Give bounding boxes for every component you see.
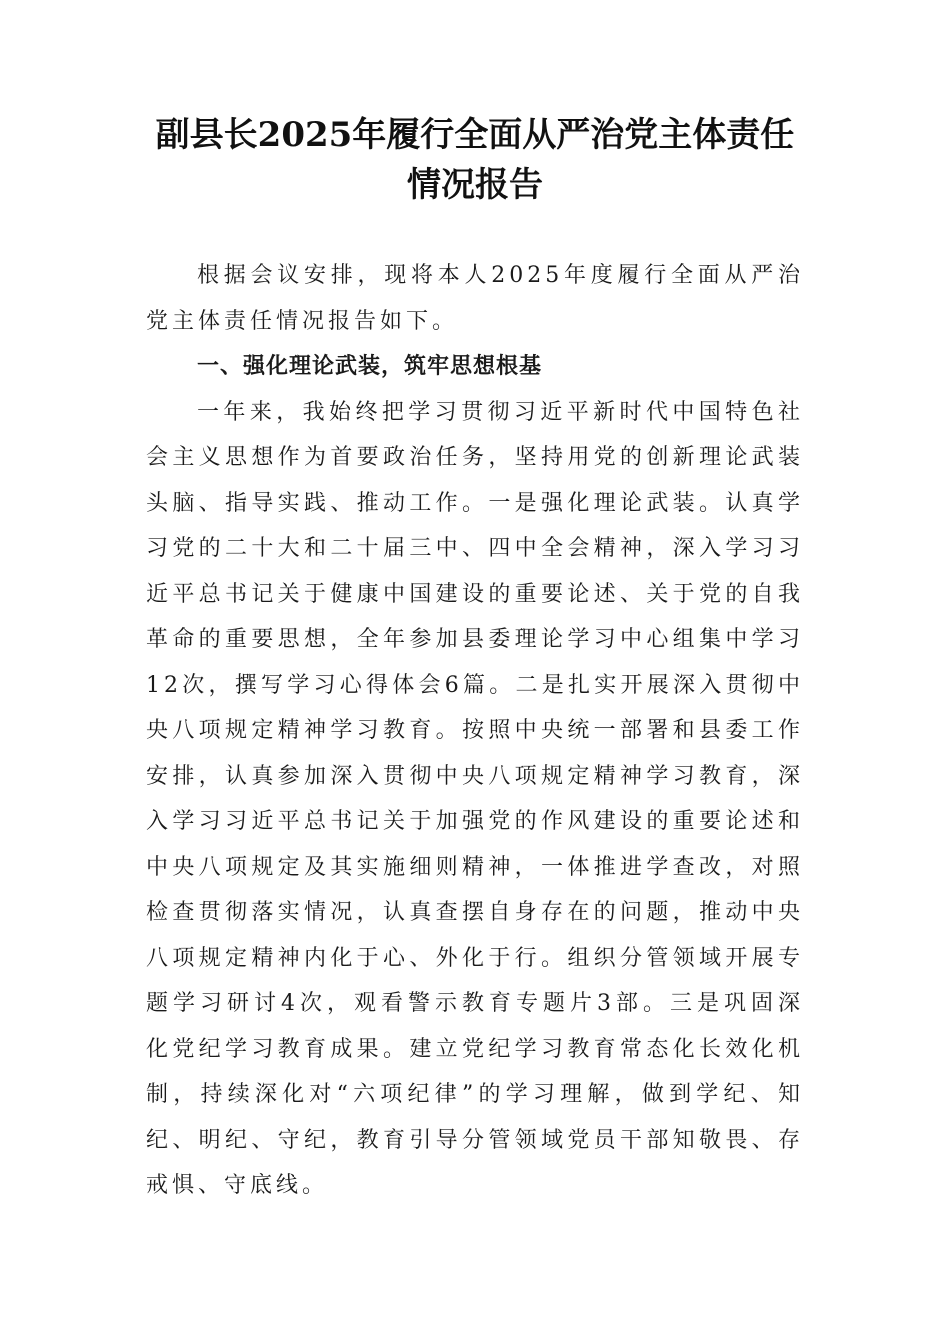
section-1-heading: 一、强化理论武装，筑牢思想根基 — [197, 354, 543, 379]
title-line-1: 副县长2025年履行全面从严治党主体责任 — [155, 115, 795, 155]
document-body — [146, 253, 804, 1209]
section-1-paragraph: 一年来，我始终把学习贯彻习近平新时代中国特色社会主义思想作为首要政治任务，坚持用党的创新理论武装头脑、指导实践、推动工作。一是强化理论武装。认真学习党的二十大和二十届三中、四中全会精神，深入学习习近平总书记关于健康中国建设的重要论述、关于党的自我革命的重要思想，全年参加县委理论学习中心组集中学习12次，撰写学习心得体会6篇。二是扎实开展深入贯彻中央八项规定精神学习教育。按照中央统一部署和县委工作安排，认真参加深入贯彻中央八项规定精神学习教育，深入学习习近平总书记关于加强党的作风建设的重要论述和中央八项规定及其实施细则精神，一体推进学查改，对照检查贯彻落实情况，认真查摆自身存在的问题，推动中央八项规定精神内化于心、外化于行。组织分管领域开展专题学习研讨4次，观看警示教育专题片3部。三是巩固深化党纪学习教育成果。建立党纪学习教育常态化长效化机制，持续深化对“六项纪律”的学习理解，做到学纪、知纪、明纪、守纪，教育引导分管领域党员干部知敬畏、存戒惧、守底线。 — [146, 399, 804, 1198]
intro-paragraph: 根据会议安排，现将本人2025年度履行全面从严治党主体责任情况报告如下。 — [146, 263, 804, 334]
document-title — [120, 110, 830, 210]
title-line-2: 情况报告 — [407, 165, 543, 205]
